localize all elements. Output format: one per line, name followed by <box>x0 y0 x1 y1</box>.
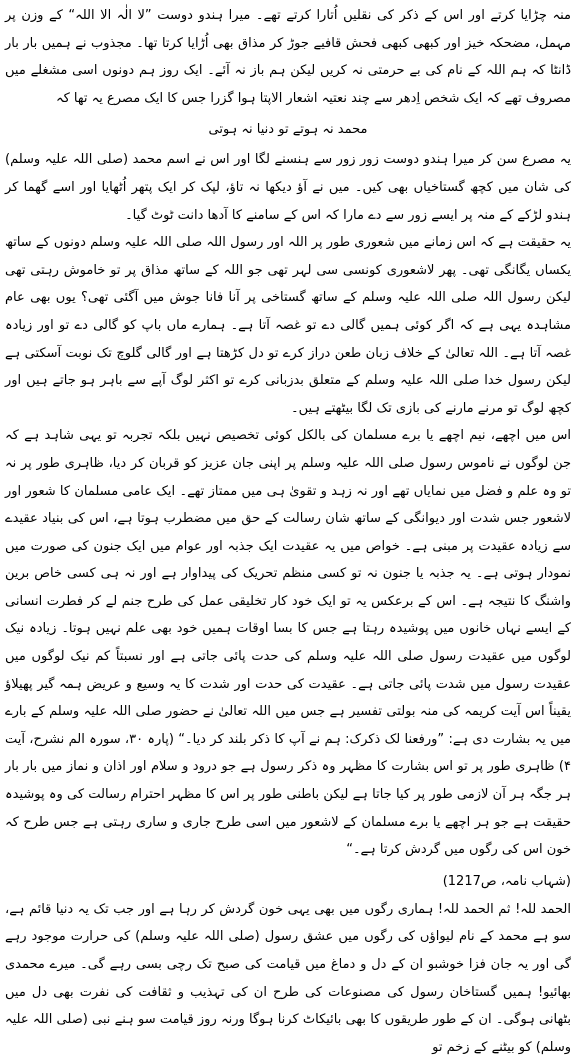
paragraph-2: یہ مصرع سن کر میرا ہندو دوست زور زور سے ہنسنے لگا اور اس نے اسم محمد (صلی اللہ علیہ وسلم) کی شان میں کچھ گستاخیاں بھی کیں۔ میں نے آؤ دیکھا نہ تاؤ، لپک کر ایک پتھر اُٹھایا اور اسے گھما کر ہندو لڑکے کے منہ پر ایسے زور سے دے مارا کہ اس کے سامنے کا آدھا دانت ٹوٹ گیا۔ <box>5 152 571 223</box>
paragraph-4: اس میں اچھے، نیم اچھے یا برے مسلمان کی بالکل کوئی تخصیص نہیں بلکہ تجربہ تو یہی شاہد ہے کہ جن لوگوں نے ناموس رسول صلی اللہ علیہ وسلم پر اپنی جان عزیز کو قربان کر دیا، ظاہری طور پر نہ تو وہ علم و فضل میں نمایاں تھے اور نہ زہد و تقویٰ ہی میں ممتاز تھے۔ ایک عامی مسلمان کا شعور اور لاشعور جس شدت اور دیوانگی کے ساتھ شان رسالت کے حق میں مضطرب ہوتا ہے، اس کی بنیاد عقیدے سے زیادہ عقیدت پر مبنی ہے۔ خواص میں یہ عقیدت ایک جذبہ اور عوام میں ایک جنون کی صورت میں نمودار ہوتی ہے۔ یہ جذبہ یا جنون نہ تو کسی منظم تحریک کی پیداوار ہے اور نہ ہی کسی خاص برین واشنگ کا نتیجہ ہے۔ اس کے برعکس یہ تو ایک خود کار تخلیقی عمل کی طرح جنم لے کر فطرت انسانی کے ایسے نہاں خانوں میں پوشیدہ رہتا ہے جس کا بسا اوقات ہمیں خود بھی علم نہیں ہوتا۔ زیادہ نیک لوگوں میں عقیدت رسول صلی اللہ علیہ وسلم کی حدت پائی جاتی ہے اور نسبتاً کم نیک لوگوں میں عقیدت رسول میں شدت پائی جاتی ہے۔ عقیدت کی حدت اور شدت کا یہ وسیع و عریض ہمہ گیر پھیلاؤ یقیناً اس آیت کریمہ کی منہ بولتی تفسیر ہے جس میں اللہ تعالیٰ نے حضور صلی اللہ علیہ وسلم کے بارے میں یہ بشارت دی ہے: ”ورفعنا لک ذکرک: ہم نے آپ کا ذکر بلند کر دیا۔“ (پارہ ۳۰، سورہ الم نشرح، آیت ۴) ظاہری طور پر تو اس بشارت کا مظہر وہ ذکر رسول ہے جو درود و سلام اور اذان و نماز میں بار بار ہر جگہ ہر آن لازمی طور پر کیا جاتا ہے لیکن باطنی طور پر اس کا مظہر احترام رسالت کی وہ پوشیدہ حقیقت ہے جو ہر اچھے یا برے مسلمان کے لاشعور میں اسی طرح جاری و ساری رہتی ہے جس طرح کہ خون اس کی رگوں میں گردش کرتا ہے۔“ <box>5 428 571 858</box>
paragraph-1: منہ چڑایا کرتے اور اس کے ذکر کی نقلیں اُتارا کرتے تھے۔ میرا ہندو دوست ”لا الٰہ الا اللہ“ کے وزن پر مہمل، مضحکہ خیز اور کبھی کبھی فحش قافیے جوڑ کر مذاق بھی اُڑایا کرتا تھا۔ مجذوب نے ہمیں بار بار ڈانٹا کہ ہم اللہ کے نام کی بے حرمتی نہ کریں لیکن ہم باز نہ آئے۔ ایک روز ہم دونوں اسی مشغلے میں مصروف تھے کہ ایک شخص اِدھر سے چند نعتیہ اشعار الاپتا ہوا گزرا جس کا ایک مصرع یہ تھا کہ <box>5 8 571 106</box>
poetry-verse: محمد نہ ہوتے تو دنیا نہ ہوتی <box>208 122 368 138</box>
source-citation: (شہاب نامہ، ص1217) <box>442 873 571 889</box>
paragraph-3: یہ حقیقت ہے کہ اس زمانے میں شعوری طور پر اللہ اور رسول اللہ صلی اللہ علیہ وسلم دونوں کے ساتھ یکساں یگانگی تھی۔ پھر لاشعوری کونسی سی لہر تھی جو اللہ کے ساتھ مذاق پر تو خاموش رہتی تھی لیکن رسول اللہ صلی اللہ علیہ وسلم کے ساتھ گستاخی پر آنا فانا جوش میں آگئی تھی؟ یوں بھی عام مشاہدہ یہی ہے کہ اگر کوئی ہمیں گالی دے تو غصہ آتا ہے۔ ہمارے ماں باپ کو گالی دے تو اور زیادہ غصہ آتا ہے۔ اللہ تعالیٰ کے خلاف زبان طعن دراز کرے تو دل کڑھتا ہے اور گالی گلوچ تک نوبت آسکتی ہے لیکن رسول خدا صلی اللہ علیہ وسلم کے متعلق بدزبانی کرے تو اکثر لوگ آپے سے باہر ہو جاتے ہیں اور کچھ لوگ تو مرنے مارنے کی بازی تک لگا بیٹھتے ہیں۔ <box>5 235 571 416</box>
paragraph-5: الحمد للہ! ثم الحمد للہ! ہماری رگوں میں بھی یہی خون گردش کر رہا ہے اور جب تک یہ دنیا قائم ہے، سو ہے محمد کے نام لیواؤں کی رگوں میں عشق رسول (صلی اللہ علیہ وسلم) کی حرارت موجود رہے گی اور یہ جان فزا خوشبو ان کے دل و دماغ میں قیامت کی صبح تک رچی بسی رہے گی۔ میرے محمدی بھائیو! ہمیں گستاخان رسول کی مصنوعات کی طرح ان کی تہذیب و ثقافت کی نفرت بھی دل میں بٹھانی ہوگی۔ ان کے طور طریقوں کا بھی بائیکاٹ کرنا ہوگا ورنہ روز قیامت سو ہنے نبی (صلی اللہ علیہ وسلم) کو بیٹنے کے زخم تو <box>5 901 571 1055</box>
